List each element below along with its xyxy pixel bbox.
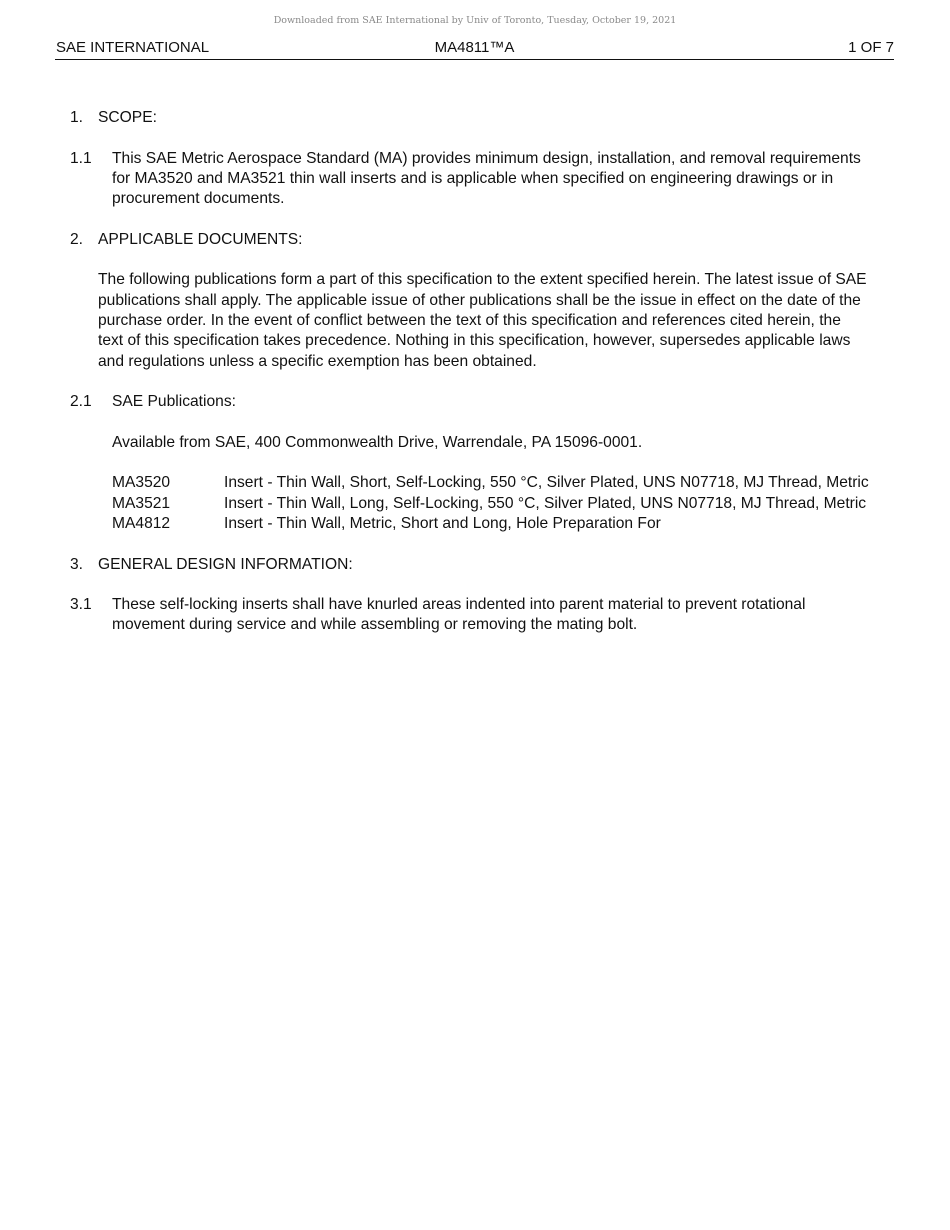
reference-list bbox=[112, 473, 870, 534]
section-number: 3. bbox=[70, 555, 84, 573]
paragraph-1-1 bbox=[70, 149, 870, 210]
reference-id: MA3521 bbox=[112, 494, 171, 512]
section-heading-2 bbox=[70, 230, 870, 250]
document-body bbox=[70, 108, 870, 636]
reference-item bbox=[112, 473, 870, 493]
page-header bbox=[55, 38, 894, 60]
reference-item bbox=[112, 494, 870, 514]
header-org: SAE INTERNATIONAL bbox=[56, 39, 210, 56]
reference-description: Insert - Thin Wall, Metric, Short and Long, Hole Preparation For bbox=[224, 514, 661, 532]
paragraph-text: This SAE Metric Aerospace Standard (MA) provides minimum design, installation, and removal requirements for MA3520 and MA3521 thin wall inserts and is applicable when specified on engineering drawings or in procurement documents. bbox=[112, 149, 861, 208]
section-title: SCOPE: bbox=[98, 109, 157, 126]
paragraph-2-intro: The following publications form a part of this specification to the extent specified herein. The latest issue of SAE publications shall apply. The applicable issue of other publications shall be the issue in effect on the date of the purchase order. In the event of conflict between the text of this specification and references cited herein, the text of this specification takes precedence. Nothing in this specification, however, supersedes applicable laws and regulations unless a specific exemption has been obtained. bbox=[98, 271, 867, 370]
reference-item bbox=[112, 514, 870, 534]
paragraph-3-1 bbox=[70, 595, 870, 636]
section-title: APPLICABLE DOCUMENTS: bbox=[98, 230, 303, 248]
header-page-number: 1 OF 7 bbox=[848, 39, 894, 56]
section-number: 1. bbox=[70, 109, 84, 126]
reference-description: Insert - Thin Wall, Long, Self-Locking, 550 °C, Silver Plated, UNS N07718, MJ Thread, Metric bbox=[224, 494, 867, 512]
section-number: 2.1 bbox=[70, 393, 92, 411]
reference-description: Insert - Thin Wall, Short, Self-Locking, 550 °C, Silver Plated, UNS N07718, MJ Thread, Metric bbox=[224, 474, 869, 492]
reference-id: MA3520 bbox=[112, 474, 171, 492]
paragraph-text: These self-locking inserts shall have knurled areas indented into parent material to prevent rotational movement during service and while assembling or removing the mating bolt. bbox=[112, 596, 806, 634]
reference-id: MA4812 bbox=[112, 514, 171, 532]
section-heading-1 bbox=[70, 108, 870, 128]
section-number: 2. bbox=[70, 230, 84, 248]
section-heading-2-1 bbox=[70, 392, 870, 412]
section-heading-3 bbox=[70, 555, 870, 575]
availability-note: Available from SAE, 400 Commonwealth Drive, Warrendale, PA 15096-0001. bbox=[112, 433, 643, 451]
section-title: GENERAL DESIGN INFORMATION: bbox=[98, 555, 353, 573]
paragraph-number: 3.1 bbox=[70, 596, 92, 614]
paragraph-number: 1.1 bbox=[70, 149, 92, 167]
section-title: SAE Publications: bbox=[112, 393, 236, 411]
download-banner: Downloaded from SAE International by Univ of Toronto, Tuesday, October 19, 2021 bbox=[273, 15, 677, 26]
header-doc-id: MA4811™A bbox=[434, 39, 515, 56]
